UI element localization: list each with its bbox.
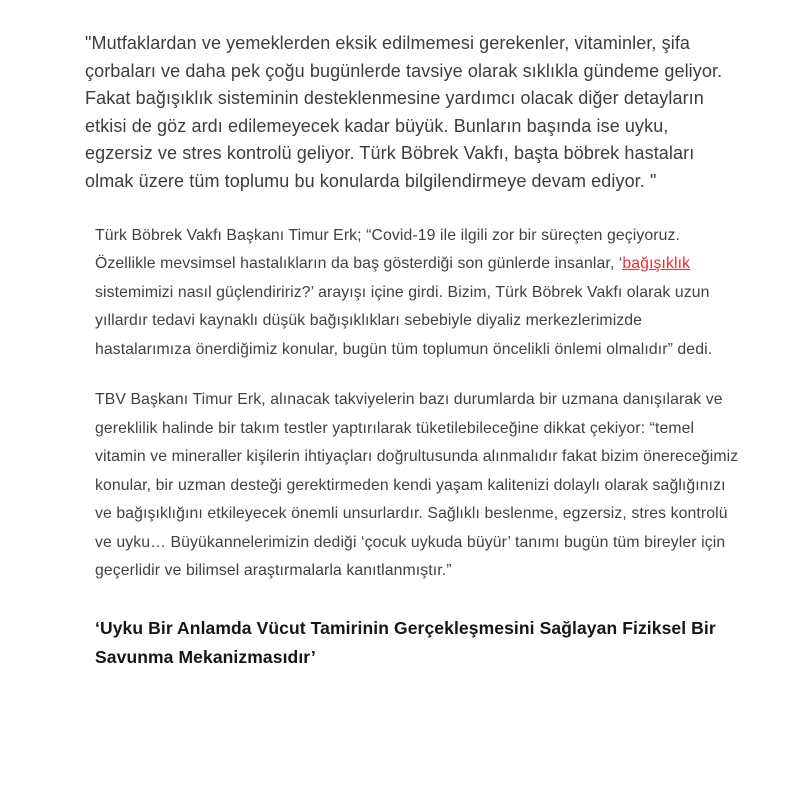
quote-paragraph-2: TBV Başkanı Timur Erk, alınacak takviyelerin bazı durumlarda bir uzmana danışılarak ve gereklilik halinde bir takım testler yaptırılarak tüketilebileceğine dikkat çekiyor: “temel vitamin ve mineraller kişilerin ihtiyaçları doğrultusunda alınmalıdır fakat bizim önereceğimiz konular, bir uzman desteği gerektirmeden kendi yaşam kalitenizi dolaylı olarak sağlığınızı ve bağışıklığını etkileyecek önemli unsurlardır. Sağlıklı beslenme, egzersiz, stres kontrolü ve uyku… Büyükannelerimizin dediği ‘çocuk uykuda büyür’ tanımı bugün tüm bireyler için geçerlidir ve bilimsel araştırmalarla kanıtlanmıştır.” <box>95 391 739 580</box>
article-subheading: ‘Uyku Bir Anlamda Vücut Tamirinin Gerçekleşmesini Sağlayan Fiziksel Bir Savunma Mekanizmasıdır’ <box>95 617 716 667</box>
quote-section <box>95 222 740 586</box>
bagisiklik-link[interactable]: bağışıklık <box>622 255 691 273</box>
quote-paragraph-1 <box>95 222 740 365</box>
quote-paragraph-1-text-after: sistemimizi nasıl güçlendiririz?’ arayışı içine girdi. Bizim, Türk Böbrek Vakfı olarak uzun yıllardır tedavi kaynaklı düşük bağışıklıkları sebebiyle diyaliz merkezlerimizde hastalarımıza önerdiğimiz konular, bugün tüm toplumun öncelikli önlemi olmalıdır” dedi. <box>95 283 713 358</box>
quote-paragraph-1-text-before: Türk Böbrek Vakfı Başkanı Timur Erk; “Covid-19 ile ilgili zor bir süreçten geçiyoruz. Özellikle mevsimsel hastalıkların da baş gösterdiği son günlerde insanlar, ‘ <box>95 226 680 273</box>
lead-paragraph: "Mutfaklardan ve yemeklerden eksik edilmemesi gerekenler, vitaminler, şifa çorbaları ve daha pek çoğu bugünlerde tavsiye olarak sıklıkla gündeme geliyor. Fakat bağışıklık sisteminin desteklenmesine yardımcı olacak diğer detayların etkisi de göz ardı edilemeyecek kadar büyük. Bunların başında ise uyku, egzersiz ve stres kontrolü geliyor. Türk Böbrek Vakfı, başta böbrek hastaları olmak üzere tüm toplumu bu konularda bilgilendirmeye devam ediyor. " <box>85 33 723 191</box>
